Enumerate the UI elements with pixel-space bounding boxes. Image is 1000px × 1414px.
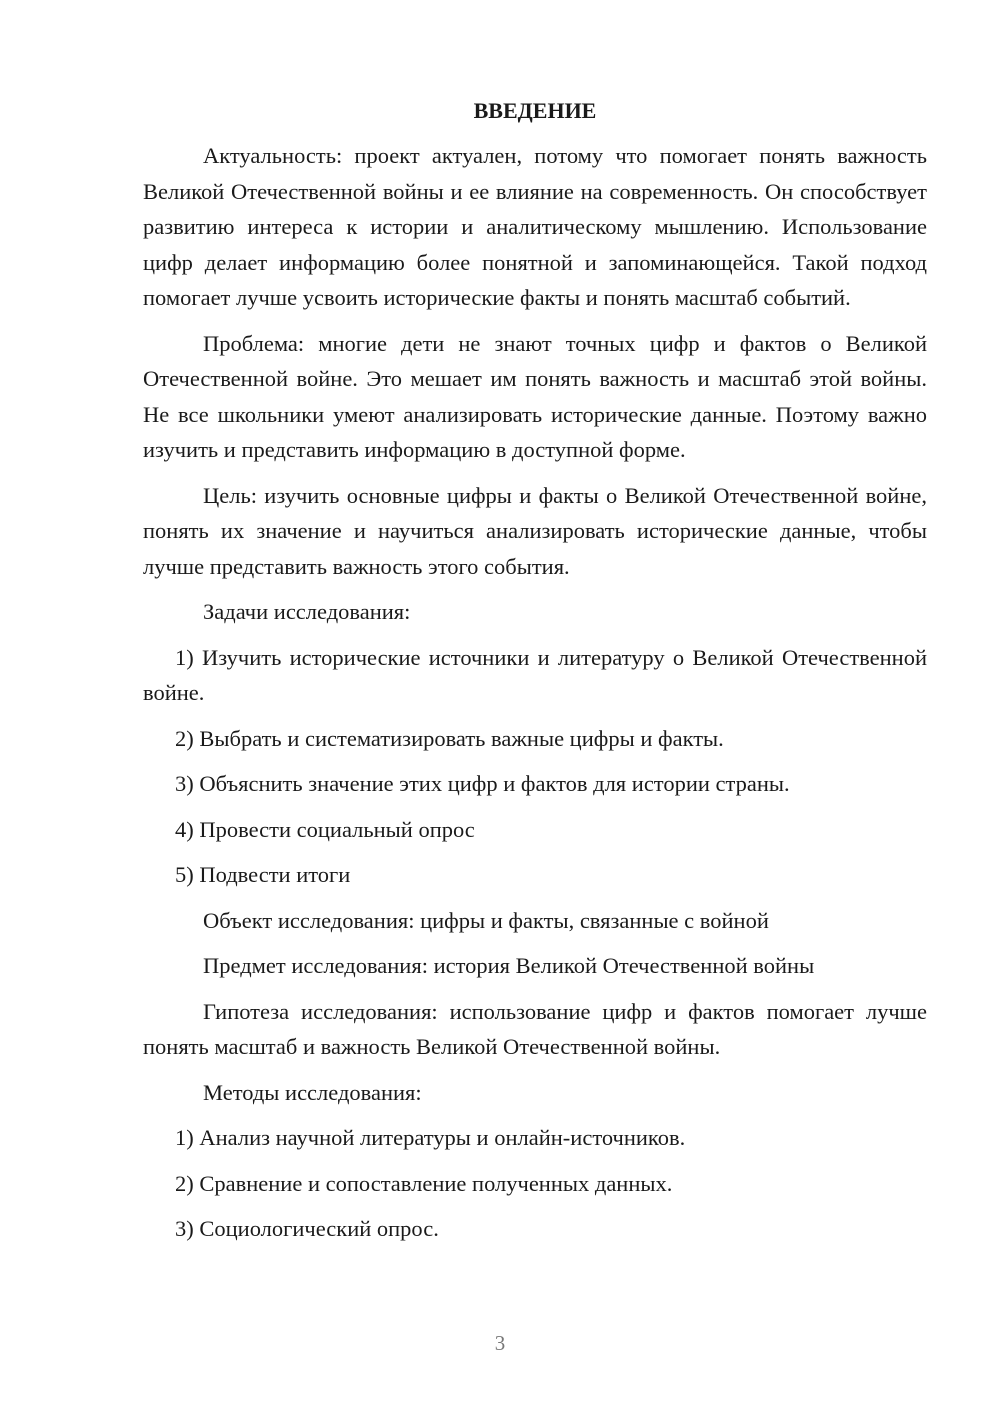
task-item: 3) Объяснить значение этих цифр и фактов для истории страны. bbox=[175, 771, 790, 796]
hypothesis-paragraph: Гипотеза исследования: использование цифр и фактов помогает лучше понять масштаб и важность Великой Отечественной войны. bbox=[143, 998, 927, 1059]
methods-heading: Методы исследования: bbox=[203, 1079, 422, 1105]
method-item: 2) Сравнение и сопоставление полученных данных. bbox=[175, 1170, 673, 1196]
goal-paragraph: Цель: изучить основные цифры и факты о Великой Отечественной войне, понять их значение и научиться анализировать исторические данные, чтобы лучше представить важность этого события. bbox=[143, 482, 927, 579]
relevance-paragraph: Актуальность: проект актуален, потому что помогает понять важность Великой Отечественной войны и ее влияние на современность. Он способствует развитию интереса к истории и аналитическому мышлению. Использование цифр делает информацию более понятной и запоминающейся. Такой подход помогает лучше усвоить исторические факты и понять масштаб событий. bbox=[143, 143, 927, 310]
section-title: ВВЕДЕНИЕ bbox=[473, 98, 597, 123]
research-object: Объект исследования: цифры и факты, связанные с войной bbox=[203, 907, 769, 933]
page-number: 3 bbox=[494, 1331, 506, 1355]
task-item: 5) Подвести итоги bbox=[175, 862, 351, 887]
task-item: 2) Выбрать и систематизировать важные цифры и факты. bbox=[175, 725, 724, 751]
method-item: 1) Анализ научной литературы и онлайн-источников. bbox=[175, 1125, 686, 1150]
task-item: 4) Провести социальный опрос bbox=[175, 816, 475, 842]
document-page bbox=[143, 94, 927, 1257]
method-item: 3) Социологический опрос. bbox=[175, 1216, 439, 1241]
research-subject: Предмет исследования: история Великой Отечественной войны bbox=[203, 953, 815, 978]
tasks-heading: Задачи исследования: bbox=[203, 599, 411, 624]
task-item: 1) Изучить исторические источники и литературу о Великой Отечественной войне. bbox=[143, 644, 927, 705]
problem-paragraph: Проблема: многие дети не знают точных цифр и фактов о Великой Отечественной войне. Это мешает им понять важность и масштаб этой войны. Не все школьники умеют анализировать исторические данные. Поэтому важно изучить и представить информацию в доступной форме. bbox=[143, 330, 927, 462]
